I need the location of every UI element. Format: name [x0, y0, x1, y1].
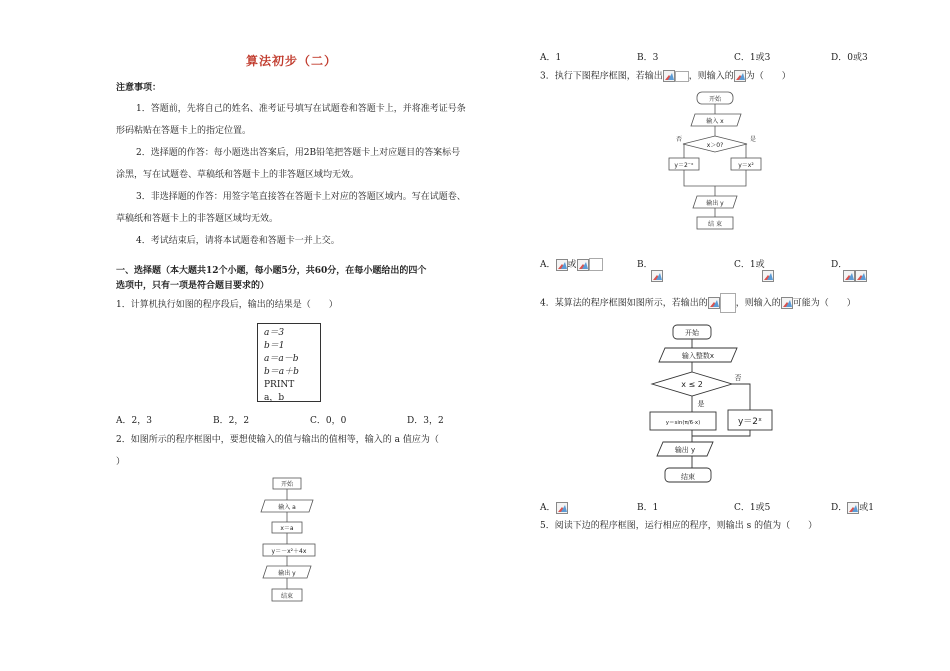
q3-flowchart: [665, 90, 765, 235]
notice-item-3: [116, 186, 466, 230]
q1-option-c: C．0，0: [310, 416, 347, 426]
q2-option-b: B．3: [637, 53, 659, 63]
missing-image-icon: [663, 70, 675, 82]
q3-stem-part-c: 为（ ）: [745, 71, 791, 82]
q4-stem-part-c: 可能为（ ）: [792, 298, 856, 309]
code-line: b＝1: [264, 341, 285, 351]
missing-image-icon: [855, 270, 867, 282]
notice-item-3-text: 3．非选择题的作答：用签字笔直接答在答题卡上对应的答题区域内。写在试题卷、草稿纸和答题卡上的非答题区域均无效。: [116, 192, 466, 224]
q2-flow-start: 开始: [280, 481, 294, 488]
q3-flow-right: y＝x²: [738, 162, 754, 169]
q3-flow-start: 开始: [708, 96, 722, 103]
q3-option-c-label: C．1或: [734, 260, 765, 270]
notice-item-4: [116, 230, 466, 252]
notice-item-2-text: 2．选择题的作答：每小题选出答案后，用2B铅笔把答题卡上对应题目的答案标号涂黑，写在试题卷、草稿纸和答题卡上的非答题区域均无效。: [116, 148, 461, 180]
q4-flow-left: y＝sin(π/6·x): [665, 420, 701, 426]
section1-heading-line1: 一、选择题（本大题共12个小题，每小题5分，共60分，在每小题给出的四个: [116, 266, 427, 276]
q4-flow-no: 否: [734, 374, 742, 382]
q2-flowchart: [255, 474, 325, 609]
page-title: 算法初步（二）: [246, 54, 338, 68]
q2-option-d: D．0或3: [831, 53, 868, 63]
q3-flow-no: 否: [675, 136, 683, 143]
missing-image-icon: [556, 502, 568, 514]
section1-heading-line2: 选项中，只有一项是符合题目要求的）: [116, 281, 270, 291]
q4-option-d-tail: 或1: [859, 503, 874, 513]
q4-flow-output: 输出 y: [674, 446, 696, 454]
missing-image-icon: [847, 502, 859, 514]
notice-item-1: [116, 98, 466, 142]
q4-stem: [540, 293, 856, 313]
q1-stem: 1．计算机执行如图的程序段后，输出的结果是（ ）: [116, 300, 338, 310]
q4-flow-right: y＝2ˣ: [737, 417, 763, 427]
missing-image-icon: [734, 70, 746, 82]
q2-flow-input: 输入 a: [278, 504, 296, 511]
notice-item-1-text: 1．答题前，先将自己的姓名、准考证号填写在试题卷和答题卡上，并将准考证号条形码粘贴在答题卡上的指定位置。: [116, 104, 466, 136]
q3-flow-cond: x＞0?: [706, 142, 724, 149]
code-line: b＝a＋b: [264, 367, 299, 377]
q3-stem-part-a: 3．执行下图程序框图，若输出: [540, 71, 663, 82]
q3-option-c: [734, 257, 774, 282]
q3-option-d: [831, 257, 867, 282]
q3-flow-left: y＝2⁻ˣ: [674, 162, 694, 169]
q4-option-d-label: D．: [831, 503, 848, 513]
q2-stem-line1: 2．如图所示的程序框图中，要想使输入的值与输出的值相等，输入的 a 值应为（: [116, 435, 439, 445]
code-line: a＝3: [264, 328, 285, 338]
q4-stem-part-b: ，则输入的: [735, 298, 781, 309]
q3-flow-output: 输出 y: [706, 200, 724, 207]
code-line: PRINT a，b: [264, 380, 304, 403]
missing-image-icon: [556, 259, 568, 271]
notice-item-4-text: 4．考试结束后，请将本试题卷和答题卡一并上交。: [136, 236, 340, 246]
q3-option-b-label: B．: [637, 260, 653, 270]
q5-stem: 5．阅读下边的程序框图，运行相应的程序，则输出 s 的值为（ ）: [540, 521, 818, 531]
q4-option-a-label: A．: [540, 503, 556, 513]
q3-flow-end: 结 束: [708, 221, 722, 228]
notice-item-2: [116, 142, 466, 186]
q3-flow-input: 输入 x: [706, 118, 724, 125]
q2-flow-compute: y＝－x²＋4x: [271, 548, 307, 555]
missing-image-icon: [781, 297, 793, 309]
q3-option-a: [540, 257, 603, 271]
q4-flow-start: 开始: [685, 329, 699, 337]
q1-option-a: A．2，3: [116, 416, 152, 426]
q3-option-d-label: D．: [831, 260, 848, 270]
q3-stem-part-b: ，则输入的: [688, 71, 734, 82]
q4-option-b: B．1: [637, 503, 659, 513]
q4-stem-part-a: 4．某算法的程序框图如图所示，若输出的: [540, 298, 708, 309]
q3-stem: [540, 70, 791, 83]
q4-option-d: [831, 500, 874, 514]
code-line: a＝a－b: [264, 354, 299, 364]
q4-flowchart: [645, 322, 785, 487]
q1-option-d: D．3，2: [407, 416, 444, 426]
q2-flow-end: 结束: [280, 593, 294, 600]
q3-option-b: [637, 257, 663, 282]
q1-option-b: B．2，2: [213, 416, 250, 426]
q3-flow-yes: 是: [749, 136, 757, 143]
q2-flow-output: 输出 y: [278, 570, 296, 577]
missing-image-icon: [708, 297, 720, 309]
missing-image-icon: [651, 270, 663, 282]
q4-flow-yes: 是: [697, 400, 705, 408]
missing-image-icon: [762, 270, 774, 282]
notice-heading: 注意事项：: [116, 83, 162, 93]
q3-option-a-or: 或: [567, 260, 577, 270]
missing-image-icon: [577, 259, 589, 271]
q2-stem-line2: ）: [116, 457, 126, 467]
q4-option-a: [540, 500, 568, 514]
missing-image-icon: [843, 270, 855, 282]
q4-flow-end: 结束: [681, 473, 695, 481]
q2-option-a: A．1: [540, 53, 562, 63]
q4-option-c: C．1或5: [734, 503, 771, 513]
q3-option-a-label: A．: [540, 260, 556, 270]
q2-option-c: C．1或3: [734, 53, 771, 63]
q1-code-box: [257, 323, 321, 402]
q2-flow-assign: x＝a: [280, 525, 294, 532]
q4-flow-input: 输入整数x: [681, 352, 715, 360]
q4-flow-cond: x ≤ 2: [681, 380, 703, 389]
